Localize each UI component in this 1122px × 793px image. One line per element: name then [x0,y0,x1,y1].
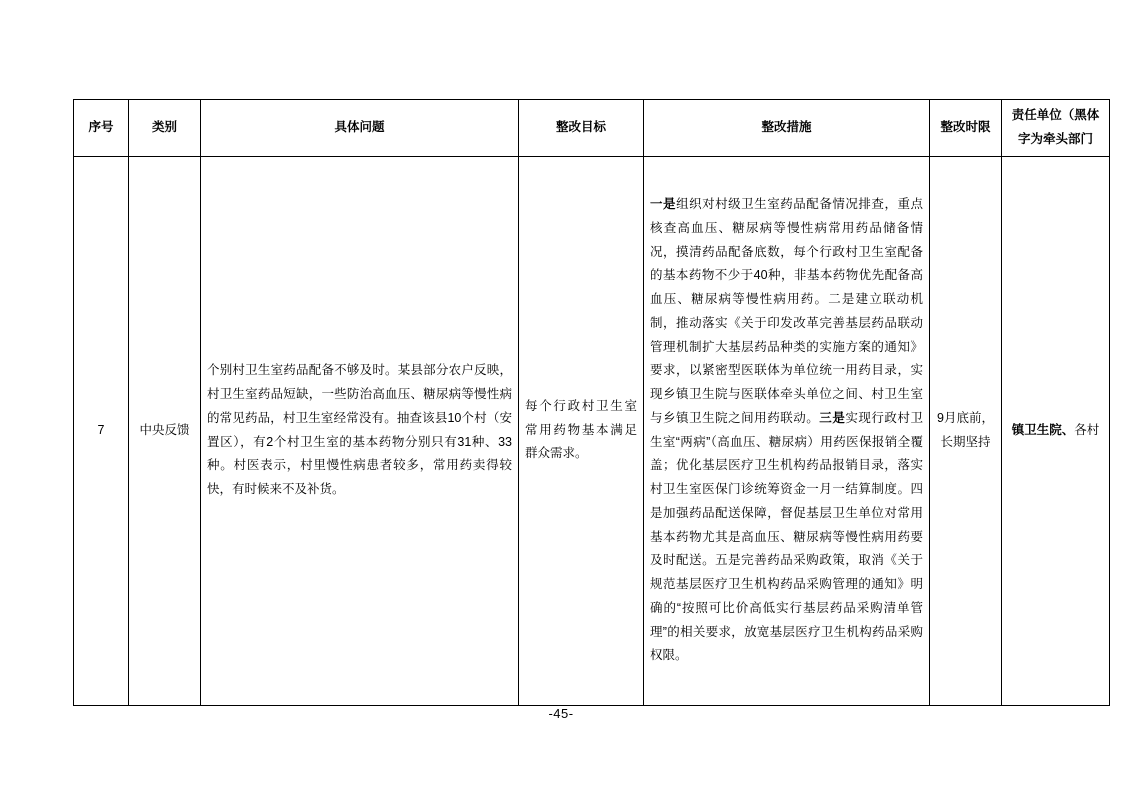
cell-rectification-measures [644,156,930,705]
table-header-row [74,100,1110,157]
cell-sequence-number: 7 [74,156,129,705]
column-header-measures: 整改措施 [644,100,930,157]
cell-problem-description: 个别村卫生室药品配备不够及时。某县部分农户反映，村卫生室药品短缺，一些防治高血压、糖尿病等慢性病的常见药品，村卫生室经常没有。抽查该县10个村（安置区），有2个村卫生室的基本药物分别只有31种、33种。村医表示，村里慢性病患者较多，常用药卖得较快，有时候来不及补货。 [201,156,519,705]
cell-category: 中央反馈 [129,156,201,705]
measure-label-three: 三是 [819,410,846,425]
column-header-seq: 序号 [74,100,129,157]
responsible-unit-lead: 镇卫生院、 [1011,422,1075,437]
measure-text-one: 组织对村级卫生室药品配备情况排查，重点核查高血压、糖尿病等慢性病常用药品储备情况，摸清药品配备底数，每个行政村卫生室配备的基本药物不少于40种，非基本药物优先配备高血压、糖尿病等慢性病用药。二是建立联动机制，推动落实《关于印发改革完善基层药品联动管理机制扩大基层药品种类的实施方案的通知》要求，以紧密型医联体为单位统一用药目录，实现乡镇卫生院与医联体牵头单位之间、村卫生室与乡镇卫生院之间用药联动。 [650,197,923,425]
column-header-category: 类别 [129,100,201,157]
column-header-problem: 具体问题 [201,100,519,157]
column-header-goal: 整改目标 [519,100,644,157]
cell-rectification-goal: 每个行政村卫生室常用药物基本满足群众需求。 [519,156,644,705]
table-header [74,100,1110,157]
measure-label-one: 一是 [650,197,677,211]
page-number: -45- [548,706,574,721]
cell-responsible-unit [1002,156,1110,705]
table-row [74,156,1110,705]
rectification-table-container [73,99,1100,706]
cell-deadline: 9月底前，长期坚持 [930,156,1002,705]
column-header-responsible-unit: 责任单位（黑体字为牵头部门 [1002,100,1110,157]
measures-paragraph [650,193,923,668]
measure-text-three: 实现行政村卫生室“两病”（高血压、糖尿病）用药医保报销全覆盖；优化基层医疗卫生机构药品报销目录，落实村卫生室医保门诊统筹资金一月一结算制度。四是加强药品配送保障，督促基层卫生单位对常用基本药物尤其是高血压、糖尿病等慢性病用药要及时配送。五是完善药品采购政策，取消《关于规范基层医疗卫生机构药品采购管理的通知》明确的“按照可比价高低实行基层药品采购清单管理”的相关要求，放宽基层医疗卫生机构药品采购权限。 [650,410,923,663]
responsible-unit-others: 各村 [1074,422,1100,437]
column-header-deadline: 整改时限 [930,100,1002,157]
table-body [74,156,1110,705]
rectification-table [73,99,1110,706]
